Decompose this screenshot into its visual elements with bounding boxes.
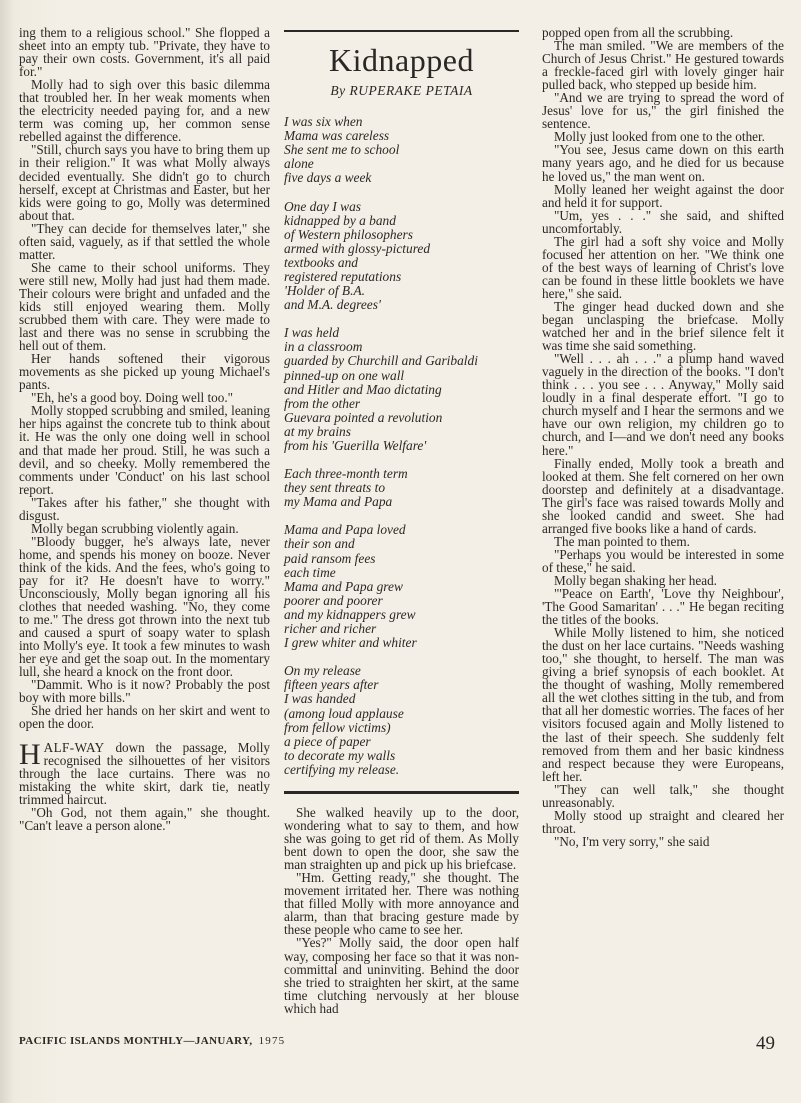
paragraph: Molly had to sigh over this basic dilemma that troubled her. In her weak moments when the electricity needed paying for, and a new term was coming up, her common sense rebelled against the difference. [19, 77, 270, 145]
poem-line: and Hitler and Mao dictating [284, 381, 442, 397]
poem-stanza [284, 523, 519, 650]
poem-stanza [284, 467, 519, 509]
poem-stanza [284, 200, 519, 313]
paragraph: "Still, church says you have to bring them up in their religion." It was what Molly always decided eventually. She didn't go to church herself, except at Christmas and Easter, but her kids were going to go, Molly was determined about that. [19, 142, 270, 223]
poem-line: One day I was [284, 198, 361, 214]
poem-line: certifying my release. [284, 761, 400, 777]
poem-line: in a classroom [284, 339, 363, 355]
paragraph: She dried her hands on her skirt and went to open the door. [19, 703, 270, 732]
paragraph: popped open from all the scrubbing. [542, 25, 734, 40]
paragraph: "Hm. Getting ready," she thought. The movement irritated her. There was nothing that filled Molly with more annoyance and alarm, than that bracing gesture made by these people who came to see her. [284, 870, 519, 938]
paragraph: Molly began scrubbing violently again. [31, 520, 239, 536]
poem-line: poorer and poorer [284, 592, 383, 608]
poem-line: from the other [284, 395, 361, 411]
poem-line: to decorate my walls [284, 747, 396, 763]
page-footer [19, 1035, 285, 1047]
poem-line: I was held [284, 325, 340, 341]
poem-line: paid ransom fees [284, 550, 376, 566]
poem-line: from fellow victims) [284, 719, 391, 735]
paragraph: Molly stood up straight and cleared her throat. [542, 807, 784, 836]
paragraph: Her hands softened their vigorous movements as she picked up young Michael's pants. [19, 351, 270, 393]
paragraph: Molly stopped scrubbing and smiled, leaning her hips against the concrete tub to think about it. He was the only one doing well in school and that made her proud. Still, he was such a devil, and so cheeky. Molly remembered the comments under 'Conduct' on his last school report. [19, 403, 270, 497]
poem-bottom-rule [284, 791, 519, 794]
poem-stanza [284, 664, 519, 777]
paragraph: Molly began shaking her head. [554, 572, 717, 588]
paragraph: "Dammit. Who is it now? Probably the post boy with more bills." [19, 677, 270, 706]
poem-line: On my release [284, 663, 361, 679]
page-number: 49 [756, 1033, 775, 1054]
poem-line: Mama and Papa grew [284, 578, 403, 594]
poem-line: (among loud applause [284, 705, 404, 721]
paragraph: Molly leaned her weight against the door and held it for support. [542, 181, 784, 210]
paragraph: "Um, yes . . ." she said, and shifted uncomfortably. [542, 207, 784, 236]
poem-line: I was handed [284, 691, 356, 707]
poem-line: each time [284, 564, 336, 580]
poem-line: pinned-up on one wall [284, 367, 405, 383]
paragraph: Finally ended, Molly took a breath and looked at them. She felt cornered on her own doorstep and definitely at a disadvantage. The girl's face was raised towards Molly and she looked candid and sweet. She had arranged five books like a hand of cards. [542, 455, 784, 536]
column-left [19, 26, 270, 832]
poem-line: Guevara pointed a revolution [284, 409, 443, 425]
paragraph: "Perhaps you would be interested in some of these," he said. [542, 546, 784, 575]
paragraph: "They can decide for themselves later," she often said, vaguely, as if that settled the whole matter. [19, 220, 270, 262]
poem-line: a piece of paper [284, 733, 371, 749]
paragraph: "Well . . . ah . . ." a plump hand waved vaguely in the direction of the books. "I don't think . . . you see . . . Anyway," Molly said loudly in a final desperate effort. "I go to church myself and I hear the sermons and we have our own religion, my children go to church, and I—and we don't need any books here." [542, 351, 784, 458]
poem-line: and my kidnappers grew [284, 606, 416, 622]
poem-line: I grew whiter and whiter [284, 635, 417, 651]
poem-line: guarded by Churchill and Garibaldi [284, 353, 478, 369]
paragraph-text: down the passage, Molly recognised the silhouettes of her visitors through the lace curtains. There was no mistaking the white skirt, dark tie, neatly trimmed haircut. [19, 739, 270, 807]
poem-line: I was six when [284, 114, 363, 130]
paragraph: While Molly listened to him, she noticed the dust on her lace curtains. "Needs washing too," she thought, to herself. The man was giving a brief synopsis of each booklet. At the thought of washing, Molly remembered all the wet clothes sitting in the tub, and from that all her domestic worries. The faces of her visitors focused again and Molly listened to the last of their speech. She suddenly felt removed from them and her basic kindness and respect because they were Europeans, left her. [542, 625, 784, 784]
poem-line: textbooks and [284, 254, 359, 270]
poem-line: and M.A. degrees' [284, 297, 381, 313]
poem-byline: By RUPERAKE PETAIA [330, 83, 473, 98]
poem-line: from his 'Guerilla Welfare' [284, 438, 427, 454]
paragraph: "Eh, he's a good boy. Doing well too." [31, 390, 234, 406]
column-right [542, 26, 784, 848]
poem-stanza [284, 115, 519, 185]
poem-line: my Mama and Papa [284, 494, 393, 510]
paragraph: The girl had a soft shy voice and Molly focused her attention on her. "We think one of the best ways of learning of Christ's love can be found in these little booklets we have here," she said. [542, 233, 784, 301]
drop-cap-word: ALF-WAY [43, 739, 105, 755]
poem-line: kidnapped by a band [284, 212, 396, 228]
paragraph: "Bloody bugger, he's always late, never home, and spends his money on booze. Never think of the kids. And the fees, who's going to pay for it? He doesn't have to worry." Unconsciously, Molly began ignoring all his clothes that needed washing. "No, they come to me." The dress got thrown into the next tub and caused a spurt of soapy water to splash into Molly's eye. It took a few minutes to wash her eye and get the soap out. In the momentary lull, she heard a knock on the front door. [19, 533, 270, 680]
poem-stanza [284, 326, 519, 453]
issue-year: 1975 [258, 1035, 286, 1047]
paragraph: The man smiled. "We are members of the Church of Jesus Christ." He gestured towards a freckle-faced girl with lovely ginger hair pulled back, who stepped up beside him. [542, 38, 784, 93]
paragraph: She came to their school uniforms. They were still new, Molly had just had them made. Their colours were bright and unfaded and the kids still enjoyed wearing them. Molly scrubbed them with care. They were made to last and there was no sense in scrubbing the hell out of them. [19, 259, 270, 354]
drop-cap: H [19, 737, 41, 771]
poem-line: richer and richer [284, 621, 377, 637]
poem-line: at my brains [284, 423, 351, 439]
paragraph: "You see, Jesus came down on this earth many years ago, and he died for us because he loved us," the man went on. [542, 142, 784, 184]
paragraph: "'Peace on Earth', 'Love thy Neighbour', 'The Good Samaritan' . . ." He began reciting the titles of the books. [542, 586, 784, 628]
poem-line: Mama was careless [284, 128, 390, 144]
paragraph: "Takes after his father," she thought with disgust. [19, 494, 270, 523]
poem-title: Kidnapped [329, 42, 474, 78]
poem-line: registered reputations [284, 268, 402, 284]
poem-line: Mama and Papa loved [284, 522, 406, 538]
magazine-name: PACIFIC ISLANDS MONTHLY—JANUARY, [19, 1035, 253, 1047]
paragraph: "No, I'm very sorry," she said [554, 833, 710, 849]
poem-top-rule [284, 30, 519, 32]
section-opening-paragraph [19, 737, 270, 807]
poem-line: alone [284, 156, 314, 172]
paragraph: "And we are trying to spread the word of Jesus' love for us," the girl finished the sentence. [542, 90, 784, 132]
poem-line: Each three-month term [284, 466, 408, 482]
paragraph: She walked heavily up to the door, wondering what to say to them, and how she was going to get rid of them. As Molly bent down to open the door, she saw the man straighten up and pick up his briefcase. [284, 804, 519, 873]
poem-line: they sent threats to [284, 480, 386, 496]
paragraph: ing them to a religious school." She flopped a sheet into an empty tub. "Private, they have to pay their own costs. Government, it's all paid for." [19, 25, 270, 80]
paragraph: The man pointed to them. [554, 533, 690, 549]
paragraph: Molly just looked from one to the other. [554, 129, 765, 145]
poem-line: armed with glossy-pictured [284, 240, 431, 256]
poem-line: fifteen years after [284, 677, 379, 693]
paragraph: "They can well talk," she thought unreasonably. [542, 781, 784, 810]
poem-line: their son and [284, 536, 355, 552]
column-middle [284, 26, 519, 1015]
poem-line: five days a week [284, 170, 372, 186]
paragraph: "Yes?" Molly said, the door open half way, composing her face so that it was non-committal and uninviting. Behind the door she tried to straighten her skirt, at the same time clutching nervously at her blouse which had [284, 935, 519, 1016]
paragraph: "Oh God, not them again," she thought. "Can't leave a person alone." [19, 804, 270, 833]
poem-body [284, 115, 519, 777]
poem-line: of Western philosophers [284, 226, 413, 242]
poem-line: She sent me to school [284, 142, 400, 158]
poem-line: 'Holder of B.A. [284, 283, 365, 299]
paragraph: The ginger head ducked down and she began unclasping the briefcase. Molly watched her and in the brief silence felt it was time she said something. [542, 298, 784, 354]
column-middle-prose [284, 806, 519, 1015]
